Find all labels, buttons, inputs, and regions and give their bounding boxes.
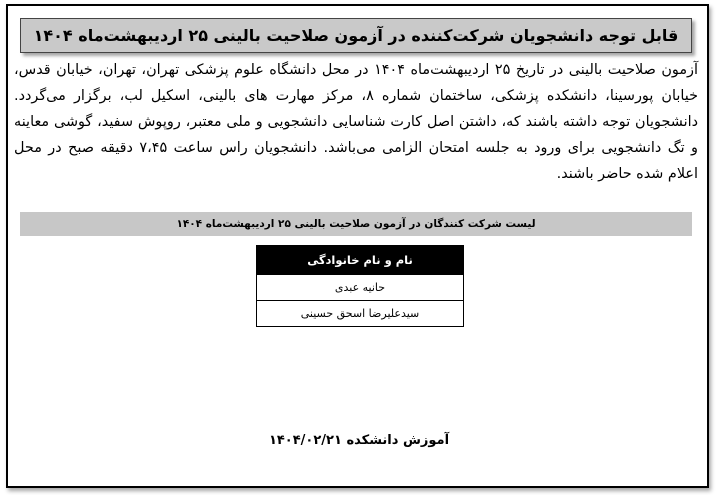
participants-table [256,245,464,327]
participants-list-title: لیست شرکت کنندگان در آزمون صلاحیت بالینی ۲۵ اردیبهشت‌ماه ۱۴۰۴ [20,212,692,236]
footer-date: ۱۴۰۴/۰۲/۲۱ [268,433,342,448]
footer-signature [160,433,558,448]
participant-name: حانیه عبدی [257,275,464,301]
notice-title: قابل توجه دانشجویان شرکت‌کننده در آزمون صلاحیت بالینی ۲۵ اردیبهشت‌ماه ۱۴۰۴ [20,18,692,53]
table-row [257,275,464,301]
table-row [257,301,464,327]
participant-name: سیدعلیرضا اسحق حسینی [257,301,464,327]
name-column-header: نام و نام خانوادگی [257,246,464,275]
notice-body: آزمون صلاحیت بالینی در تاریخ ۲۵ اردیبهشت‌ماه ۱۴۰۴ در محل دانشگاه علوم پزشکی تهران، تهران، خیابان قدس، خیابان پورسینا، دانشکده پزشکی، ساختمان شماره ۸، مرکز مهارت های بالینی، اسکیل لب، برگزار می‌گردد. دانشجویان توجه داشته باشند که، داشتن اصل کارت شناسایی دانشجویی و ملی معتبر، روپوش سفید، گوشی معاینه و تگ دانشجویی برای ورود به جلسه امتحان الزامی می‌باشد. دانشجویان راس ساعت ۷،۴۵ دقیقه صبح در محل اعلام شده حاضر باشند. [14,62,699,182]
footer-issuer: آموزش دانشکده [346,433,450,448]
